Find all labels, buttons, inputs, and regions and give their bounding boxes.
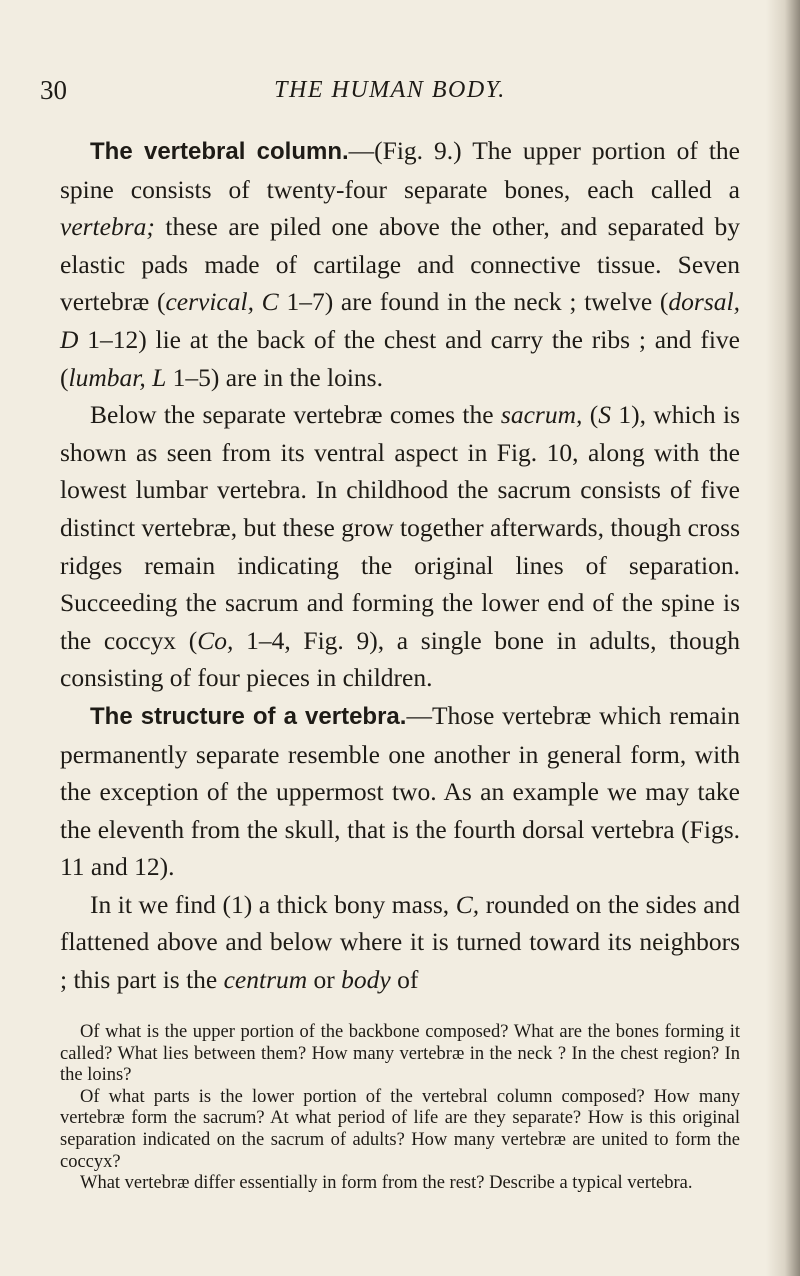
italic-term: Co, [197, 625, 234, 655]
italic-term: body [341, 965, 391, 995]
text-run: or [307, 965, 342, 995]
italic-term: lumbar, L [68, 362, 167, 392]
text-run: 1–4, Fig. 9), a single bone in adults, though consisting of four pieces in children. [60, 625, 740, 693]
text-run: 1), which is shown as seen from its ventral aspect in Fig. 10, along with the lowest lumbar vertebra. In childhood the sacrum consists of five distinct vertebræ, but these grow together afterwards, though cross ridges remain indicating the original lines of separation. Succeeding the sacrum and forming the lower end of the spine is the coccyx ( [60, 400, 740, 655]
text-run: these are piled one above the other, and separated by elastic pads made of cartilage and connective tissue. Seven vertebræ ( [60, 212, 740, 317]
text-run: 1–12) lie at the back of the chest and carry the ribs ; and five ( [60, 324, 740, 392]
text-run: —Those vertebræ which remain permanently separate resemble one another in general form, with the exception of the uppermost two. As an example we may take the eleventh from the skull, that is the fourth dorsal vertebra (Figs. 11 and 12). [60, 700, 740, 882]
italic-term: vertebra; [60, 212, 155, 242]
page-edge-shadow [766, 0, 800, 1276]
question-paragraph: Of what parts is the lower portion of the vertebral column composed? How many vertebræ form the sacrum? At what period of life are they separate? How is this original separation indicated on the sacrum of adults? How many vertebræ are united to form the coccyx? [60, 1086, 740, 1172]
section-heading-vertebral-column: The vertebral column. [90, 138, 349, 165]
italic-term: cervical, C [165, 287, 279, 317]
paragraph-structure-of-vertebra [60, 697, 740, 886]
text-run: rounded on the sides and flattened above and below where it is turned toward its neighbors ; this part is the [60, 889, 741, 995]
text-run: ( [582, 400, 599, 430]
question-paragraph: What vertebræ differ essentially in form from the rest? Describe a typical vertebra. [80, 1173, 693, 1194]
text-run: 1–7) are found in the neck ; twelve ( [278, 287, 669, 317]
italic-term: C, [455, 889, 480, 919]
section-heading-structure-of-vertebra: The structure of a vertebra. [90, 702, 407, 730]
body-text [60, 132, 740, 999]
paragraph-vertebral-column [60, 132, 740, 396]
italic-term: dorsal, D [60, 287, 740, 354]
italic-term: sacrum, [500, 400, 583, 430]
review-questions [60, 1022, 740, 1195]
text-run: 1–5) are in the loins. [166, 362, 383, 392]
question-paragraph: Of what is the upper portion of the backbone composed? What are the bones forming it called? What lies between them? How many vertebræ in the neck ? In the chest region? In the loins? [60, 1022, 740, 1086]
running-head: THE HUMAN BODY. [274, 77, 506, 103]
page-header [40, 70, 740, 110]
paragraph-sacrum [60, 396, 740, 697]
text-run: In it we find (1) a thick bony mass, [90, 889, 456, 919]
italic-term: S [598, 400, 611, 430]
text-run: Below the separate vertebræ comes the [90, 400, 501, 430]
paragraph-centrum [60, 886, 740, 999]
text-run: —(Fig. 9.) The upper portion of the spine consists of twenty-four separate bones, each called a [60, 136, 740, 204]
text-run: of [390, 965, 419, 995]
page-number: 30 [40, 75, 67, 105]
italic-term: centrum [223, 965, 308, 995]
